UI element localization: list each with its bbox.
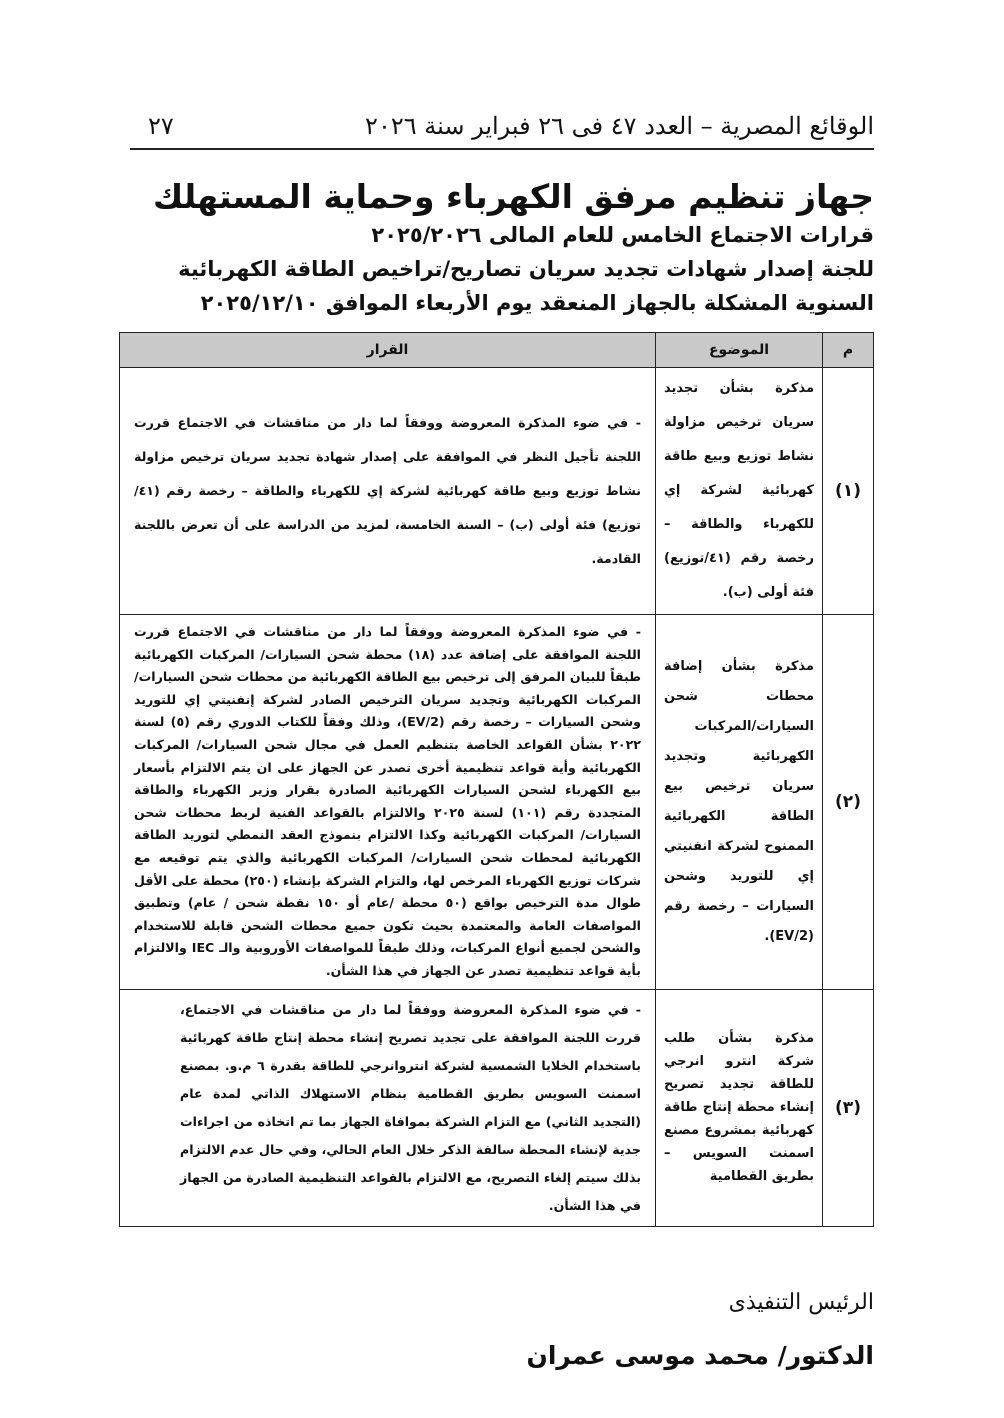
signatory-role: الرئيس التنفيذى bbox=[728, 1289, 874, 1315]
row-number: (٢) bbox=[823, 615, 874, 990]
page-number: ٢٧ bbox=[148, 112, 174, 140]
header-decision: القرار bbox=[120, 333, 656, 368]
gazette-title: الوقائع المصرية – العدد ٤٧ فى ٢٦ فبراير سنة ٢٠٢٦ bbox=[365, 112, 874, 140]
row-decision: - في ضوء المذكرة المعروضة ووفقاً لما دار من مناقشات في الاجتماع قررت اللجنة تأجيل النظر في الموافقة على إصدار شهادة تجديد سريان ترخيص مزاولة نشاط توزيع وبيع طاقة كهربائية لشركة إي للكهرباء والطاقة – رخصة رقم (٤١/توزيع) فئة أولى (ب) – السنة الخامسة، لمزيد من الدراسة على أن تعرض باللجنة القادمة. bbox=[120, 368, 656, 615]
signature-block bbox=[115, 1287, 874, 1373]
header-num: م bbox=[823, 333, 874, 368]
subtitle-2: للجنة إصدار شهادات تجديد سريان تصاريح/تراخيص الطاقة الكهربائية bbox=[178, 257, 874, 281]
row-decision: - في ضوء المذكرة المعروضة ووفقاً لما دار من مناقشات في الاجتماع قررت اللجنة الموافقة على إضافة عدد (١٨) محطة شحن السيارات/ المركبات الكهربائية طبقاً للبيان المرفق إلى ترخيص بيع الطاقة الكهربائية من محطات شحن السيارات/المركبات الكهربائية وتجديد سريان الترخيص الصادر لشركة إنفنيتي إي للتوريد وشحن السيارات – رخصة رقم (EV/2)، وذلك وفقاً للكتاب الدوري رقم (٥) لسنة ٢٠٢٢ بشأن القواعد الخاصة بتنظيم العمل في مجال شحن السيارات/ المركبات الكهربائية وأية قواعد تنظيمية أخرى تصدر عن الجهاز على ان يتم الالتزام بأسعار بيع الكهرباء لشحن السيارات الكهربائية الصادرة بقرار وزير الكهرباء والطاقة المتجددة رقم (١٠١) لسنة ٢٠٢٥ والالتزام بالقواعد الفنية لربط محطات شحن السيارات/ المركبات الكهربائية وكذا الالتزام بنموذج العقد النمطي لتوريد الطاقة الكهربائية لمحطات شحن السيارات/ المركبات الكهربائية والذي يتم توقيعه مع شركات توزيع الكهرباء المرخص لها، والتزام الشركة بإنشاء (٢٥٠) محطة على الأقل طوال مدة الترخيص بواقع (٥٠ محطة /عام أو ١٥٠ نقطة شحن / عام) وتطبيق المواصفات العامة والمعتمدة بحيث تكون جميع محطات الشحن قابلة للاستخدام والشحن لجميع أنواع المركبات، وذلك طبقاً للمواصفات الأوروبية والـ IEC والالتزام بأية قواعد تنظيمية تصدر عن الجهاز في هذا الشأن. bbox=[120, 615, 656, 990]
row-number: (١) bbox=[823, 368, 874, 615]
row-subject: مذكرة بشأن طلب شركة انترو انرجي للطاقة تجديد تصريح إنشاء محطة إنتاج طاقة كهربائية بمشروع مصنع اسمنت السويس – بطريق القطامية bbox=[656, 989, 823, 1226]
table-row bbox=[120, 989, 874, 1226]
header-subject: الموضوع bbox=[656, 333, 823, 368]
document-title: جهاز تنظيم مرفق الكهرباء وحماية المستهلك bbox=[152, 177, 874, 216]
row-decision: - في ضوء المذكرة المعروضة ووفقاً لما دار من مناقشات في الاجتماع، قررت اللجنة الموافقة على تجديد تصريح إنشاء محطة إنتاج طاقة كهربائية باستخدام الخلايا الشمسية لشركة انتروانرجي للطاقة بقدرة ٦ م.و. بمصنع اسمنت السويس بطريق القطامية بنظام الاستهلاك الذاتي لمدة عام (التجديد الثاني) مع التزام الشركة بموافاة الجهاز بما تم اتخاذه من اجراءات جدية لإنشاء المحطة سالفة الذكر خلال العام الحالي، وفي حال عدم الالتزام بذلك سيتم إلغاء التصريح، مع الالتزام بالقواعد التنظيمية الصادرة من الجهاز في هذا الشأن. bbox=[120, 989, 656, 1226]
table-header-row bbox=[120, 333, 874, 368]
gazette-header bbox=[130, 110, 874, 150]
subtitle-1: قرارات الاجتماع الخامس للعام المالى ٢٠٢٥/٢٠٢٦ bbox=[371, 223, 874, 247]
table-row bbox=[120, 615, 874, 990]
subtitle-3: السنوية المشكلة بالجهاز المنعقد يوم الأربعاء الموافق ٢٠٢٥/١٢/١٠ bbox=[200, 291, 874, 315]
signatory-name: الدكتور/ محمد موسى عمران bbox=[526, 1340, 874, 1370]
table-row bbox=[120, 368, 874, 615]
row-subject: مذكرة بشأن تجديد سريان ترخيص مزاولة نشاط توزيع وبيع طاقة كهربائية لشركة إي للكهرباء والطاقة – رخصة رقم (٤١/توزيع) فئة أولى (ب). bbox=[656, 368, 823, 615]
decisions-table bbox=[119, 332, 874, 1227]
row-subject: مذكرة بشأن إضافة محطات شحن السيارات/المركبات الكهربائية وتجديد سريان ترخيص بيع الطاقة الكهربائية الممنوح لشركة انفنيتي إي للتوريد وشحن السيارات – رخصة رقم (EV/2). bbox=[656, 615, 823, 990]
row-number: (٣) bbox=[823, 989, 874, 1226]
